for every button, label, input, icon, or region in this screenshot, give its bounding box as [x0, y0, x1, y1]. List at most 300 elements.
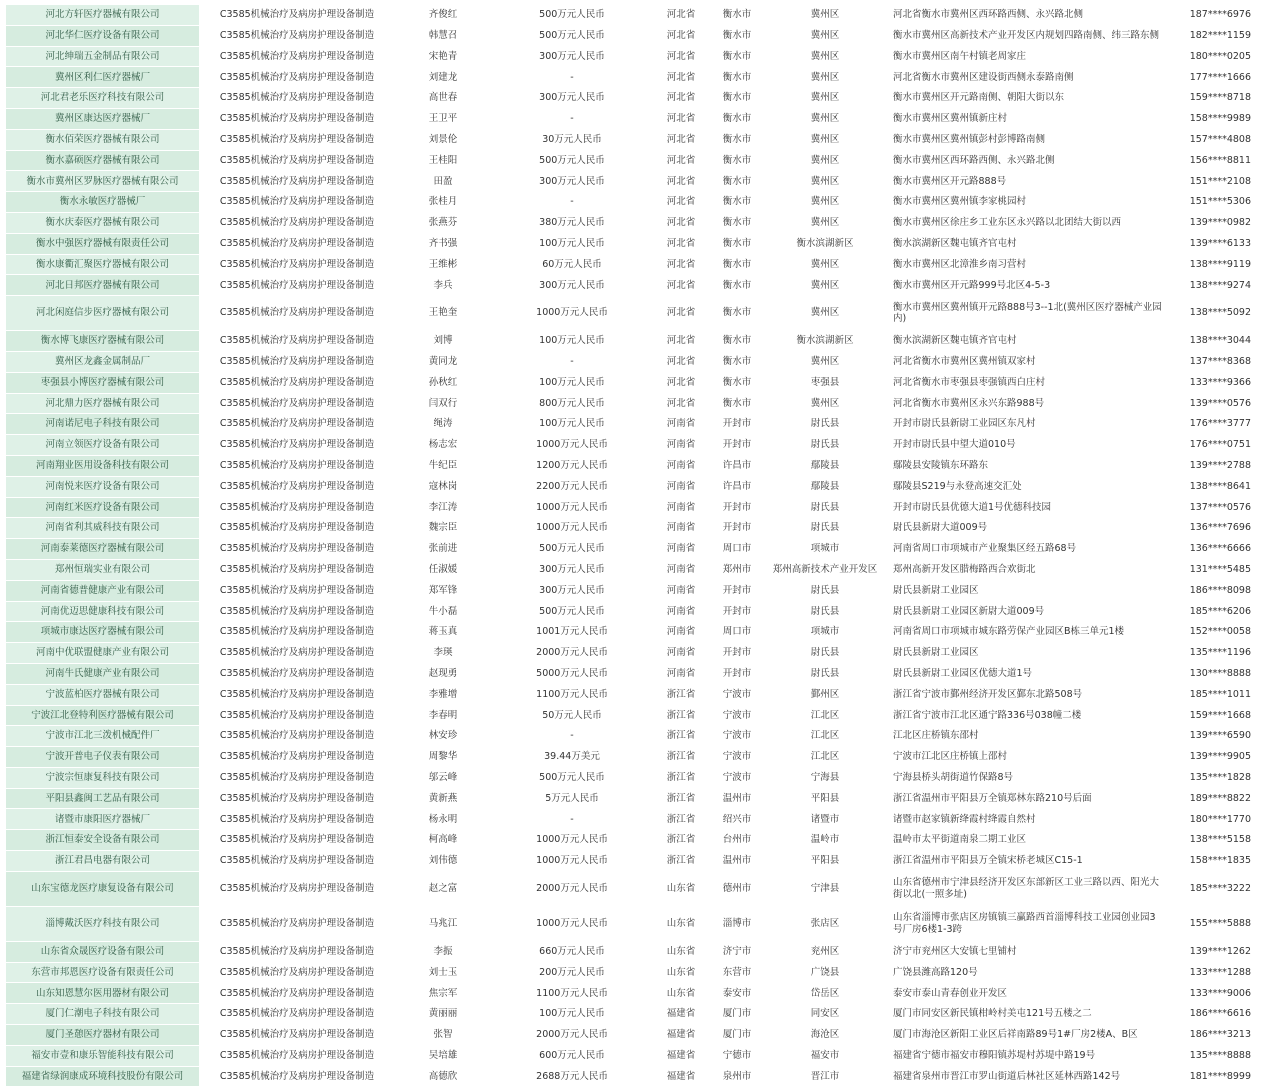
phone-cell: 187****6976 [1169, 5, 1265, 25]
industry-code-cell: C3585机械治疗及病房护理设备制造 [199, 414, 395, 435]
city-cell: 衡水市 [709, 372, 765, 393]
district-cell: 平阳县 [765, 851, 885, 872]
industry-code-cell: C3585机械治疗及病房护理设备制造 [199, 46, 395, 67]
registered-capital-cell: - [491, 108, 653, 129]
address-cell: 广饶县潍高路120号 [885, 962, 1169, 983]
phone-cell: 138****9119 [1169, 254, 1265, 275]
legal-rep-cell: 王桂阳 [395, 150, 491, 171]
city-cell: 许昌市 [709, 455, 765, 476]
industry-code-cell: C3585机械治疗及病房护理设备制造 [199, 747, 395, 768]
table-row [6, 1004, 1265, 1025]
province-cell: 河南省 [653, 643, 709, 664]
phone-cell: 185****3222 [1169, 871, 1265, 906]
table-row [6, 941, 1265, 962]
address-cell: 衡水市冀州区开元路南侧、朝阳大街以东 [885, 88, 1169, 109]
registered-capital-cell: 1001万元人民币 [491, 622, 653, 643]
industry-code-cell: C3585机械治疗及病房护理设备制造 [199, 788, 395, 809]
address-cell: 浙江省温州市平阳县万全镇郑林东路210号后面 [885, 788, 1169, 809]
legal-rep-cell: 王艳奎 [395, 296, 491, 331]
legal-rep-cell: 王卫平 [395, 108, 491, 129]
legal-rep-cell: 李振 [395, 941, 491, 962]
company-name-cell: 淄博戴沃医疗科技有限公司 [6, 906, 199, 941]
table-row [6, 25, 1265, 46]
table-row [6, 767, 1265, 788]
city-cell: 衡水市 [709, 25, 765, 46]
city-cell: 衡水市 [709, 275, 765, 296]
province-cell: 山东省 [653, 941, 709, 962]
registered-capital-cell: 1100万元人民币 [491, 983, 653, 1004]
city-cell: 宁波市 [709, 767, 765, 788]
table-row [6, 171, 1265, 192]
address-cell: 衡水市冀州区徐庄乡工业东区永兴路以北团结大街以西 [885, 212, 1169, 233]
legal-rep-cell: 李兵 [395, 275, 491, 296]
registered-capital-cell: 500万元人民币 [491, 25, 653, 46]
company-name-cell: 衡水庆泰医疗器械有限公司 [6, 212, 199, 233]
industry-code-cell: C3585机械治疗及病房护理设备制造 [199, 983, 395, 1004]
industry-code-cell: C3585机械治疗及病房护理设备制造 [199, 331, 395, 352]
city-cell: 衡水市 [709, 254, 765, 275]
district-cell: 张店区 [765, 906, 885, 941]
city-cell: 台州市 [709, 830, 765, 851]
province-cell: 山东省 [653, 962, 709, 983]
legal-rep-cell: 牛纪臣 [395, 455, 491, 476]
phone-cell: 176****0751 [1169, 435, 1265, 456]
registered-capital-cell: 100万元人民币 [491, 331, 653, 352]
province-cell: 河北省 [653, 46, 709, 67]
company-name-cell: 河北君老乐医疗科技有限公司 [6, 88, 199, 109]
city-cell: 开封市 [709, 601, 765, 622]
province-cell: 浙江省 [653, 851, 709, 872]
legal-rep-cell: 寇林岗 [395, 476, 491, 497]
province-cell: 河北省 [653, 393, 709, 414]
city-cell: 衡水市 [709, 233, 765, 254]
province-cell: 河南省 [653, 518, 709, 539]
city-cell: 宁波市 [709, 705, 765, 726]
company-name-cell: 山东宝德龙医疗康复设备有限公司 [6, 871, 199, 906]
registered-capital-cell: 60万元人民币 [491, 254, 653, 275]
company-name-cell: 山东知恩慧尔医用器材有限公司 [6, 983, 199, 1004]
address-cell: 衡水滨湖新区魏屯镇齐官屯村 [885, 331, 1169, 352]
industry-code-cell: C3585机械治疗及病房护理设备制造 [199, 580, 395, 601]
legal-rep-cell: 赵之富 [395, 871, 491, 906]
address-cell: 鄢陵县安陵镇东环路东 [885, 455, 1169, 476]
phone-cell: 151****5306 [1169, 192, 1265, 213]
registered-capital-cell: 5000万元人民币 [491, 663, 653, 684]
phone-cell: 139****9905 [1169, 747, 1265, 768]
city-cell: 衡水市 [709, 5, 765, 25]
address-cell: 衡水市冀州区开元路888号 [885, 171, 1169, 192]
industry-code-cell: C3585机械治疗及病房护理设备制造 [199, 67, 395, 88]
city-cell: 绍兴市 [709, 809, 765, 830]
table-row [6, 1045, 1265, 1066]
district-cell: 项城市 [765, 622, 885, 643]
legal-rep-cell: 王维彬 [395, 254, 491, 275]
address-cell: 泰安市泰山青春创业开发区 [885, 983, 1169, 1004]
registered-capital-cell: 300万元人民币 [491, 46, 653, 67]
address-cell: 济宁市兖州区大安镇七里铺村 [885, 941, 1169, 962]
company-name-cell: 冀州区龙鑫金属制品厂 [6, 351, 199, 372]
legal-rep-cell: 刘建龙 [395, 67, 491, 88]
city-cell: 周口市 [709, 622, 765, 643]
company-name-cell: 河南省利其威科技有限公司 [6, 518, 199, 539]
legal-rep-cell: 黄新燕 [395, 788, 491, 809]
industry-code-cell: C3585机械治疗及病房护理设备制造 [199, 108, 395, 129]
table-row [6, 67, 1265, 88]
district-cell: 尉氏县 [765, 435, 885, 456]
registered-capital-cell: 100万元人民币 [491, 233, 653, 254]
table-row [6, 372, 1265, 393]
city-cell: 开封市 [709, 497, 765, 518]
district-cell: 冀州区 [765, 171, 885, 192]
phone-cell: 176****3777 [1169, 414, 1265, 435]
address-cell: 衡水市冀州区冀州镇新庄村 [885, 108, 1169, 129]
registered-capital-cell: 2688万元人民币 [491, 1066, 653, 1087]
legal-rep-cell: 李雅增 [395, 684, 491, 705]
industry-code-cell: C3585机械治疗及病房护理设备制造 [199, 906, 395, 941]
city-cell: 开封市 [709, 435, 765, 456]
address-cell: 尉氏县新尉工业园区优德大道1号 [885, 663, 1169, 684]
legal-rep-cell: 魏宗臣 [395, 518, 491, 539]
phone-cell: 139****1262 [1169, 941, 1265, 962]
legal-rep-cell: 刘伟德 [395, 851, 491, 872]
company-name-cell: 河南悦来医疗设备有限公司 [6, 476, 199, 497]
phone-cell: 138****9274 [1169, 275, 1265, 296]
table-row [6, 192, 1265, 213]
phone-cell: 189****8822 [1169, 788, 1265, 809]
legal-rep-cell: 张前进 [395, 539, 491, 560]
table-row [6, 684, 1265, 705]
address-cell: 河北省衡水市冀州区西环路西侧、永兴路北侧 [885, 5, 1169, 25]
district-cell: 郑州高新技术产业开发区 [765, 559, 885, 580]
industry-code-cell: C3585机械治疗及病房护理设备制造 [199, 296, 395, 331]
legal-rep-cell: 绳涛 [395, 414, 491, 435]
registered-capital-cell: 100万元人民币 [491, 414, 653, 435]
district-cell: 广饶县 [765, 962, 885, 983]
phone-cell: 155****5888 [1169, 906, 1265, 941]
phone-cell: 185****1011 [1169, 684, 1265, 705]
registered-capital-cell: 500万元人民币 [491, 150, 653, 171]
phone-cell: 138****5158 [1169, 830, 1265, 851]
industry-code-cell: C3585机械治疗及病房护理设备制造 [199, 497, 395, 518]
district-cell: 诸暨市 [765, 809, 885, 830]
registered-capital-cell: 300万元人民币 [491, 88, 653, 109]
phone-cell: 137****0576 [1169, 497, 1265, 518]
table-row [6, 351, 1265, 372]
province-cell: 河南省 [653, 476, 709, 497]
city-cell: 温州市 [709, 788, 765, 809]
company-name-cell: 山东省众晟医疗设备有限公司 [6, 941, 199, 962]
industry-code-cell: C3585机械治疗及病房护理设备制造 [199, 871, 395, 906]
phone-cell: 138****5092 [1169, 296, 1265, 331]
table-row [6, 788, 1265, 809]
table-row [6, 851, 1265, 872]
phone-cell: 139****6133 [1169, 233, 1265, 254]
table-row [6, 150, 1265, 171]
phone-cell: 135****1196 [1169, 643, 1265, 664]
legal-rep-cell: 闫双行 [395, 393, 491, 414]
industry-code-cell: C3585机械治疗及病房护理设备制造 [199, 851, 395, 872]
district-cell: 尉氏县 [765, 601, 885, 622]
phone-cell: 177****1666 [1169, 67, 1265, 88]
province-cell: 河南省 [653, 663, 709, 684]
industry-code-cell: C3585机械治疗及病房护理设备制造 [199, 705, 395, 726]
company-table [6, 5, 1265, 1087]
district-cell: 尉氏县 [765, 414, 885, 435]
company-name-cell: 宁波宗恒康复科技有限公司 [6, 767, 199, 788]
district-cell: 兖州区 [765, 941, 885, 962]
address-cell: 尉氏县新尉工业园区新尉大道009号 [885, 601, 1169, 622]
city-cell: 淄博市 [709, 906, 765, 941]
legal-rep-cell: 张智 [395, 1025, 491, 1046]
registered-capital-cell: 1000万元人民币 [491, 497, 653, 518]
company-name-cell: 郑州恒瑞实业有限公司 [6, 559, 199, 580]
industry-code-cell: C3585机械治疗及病房护理设备制造 [199, 372, 395, 393]
company-name-cell: 浙江君昌电器有限公司 [6, 851, 199, 872]
company-name-cell: 宁波市江北三泼机械配件厂 [6, 726, 199, 747]
industry-code-cell: C3585机械治疗及病房护理设备制造 [199, 212, 395, 233]
legal-rep-cell: 杨永明 [395, 809, 491, 830]
district-cell: 冀州区 [765, 192, 885, 213]
district-cell: 冀州区 [765, 25, 885, 46]
company-name-cell: 厦门仁潮电子科技有限公司 [6, 1004, 199, 1025]
district-cell: 福安市 [765, 1045, 885, 1066]
registered-capital-cell: 2000万元人民币 [491, 1025, 653, 1046]
address-cell: 河南省周口市项城市产业聚集区经五路68号 [885, 539, 1169, 560]
district-cell: 冀州区 [765, 254, 885, 275]
table-row [6, 663, 1265, 684]
province-cell: 河南省 [653, 622, 709, 643]
address-cell: 衡水市冀州区冀州镇开元路888号3--1北(冀州区医疗器械产业园内) [885, 296, 1169, 331]
legal-rep-cell: 刘博 [395, 331, 491, 352]
district-cell: 冀州区 [765, 275, 885, 296]
registered-capital-cell: 1000万元人民币 [491, 906, 653, 941]
city-cell: 开封市 [709, 663, 765, 684]
legal-rep-cell: 黄同龙 [395, 351, 491, 372]
company-name-cell: 福建省绿润康成环境科技股份有限公司 [6, 1066, 199, 1087]
table-row [6, 643, 1265, 664]
table-row [6, 580, 1265, 601]
industry-code-cell: C3585机械治疗及病房护理设备制造 [199, 601, 395, 622]
industry-code-cell: C3585机械治疗及病房护理设备制造 [199, 809, 395, 830]
province-cell: 福建省 [653, 1004, 709, 1025]
province-cell: 山东省 [653, 983, 709, 1004]
address-cell: 衡水滨湖新区魏屯镇齐官屯村 [885, 233, 1169, 254]
industry-code-cell: C3585机械治疗及病房护理设备制造 [199, 726, 395, 747]
city-cell: 开封市 [709, 414, 765, 435]
district-cell: 冀州区 [765, 46, 885, 67]
address-cell: 尉氏县新尉工业园区 [885, 580, 1169, 601]
province-cell: 福建省 [653, 1066, 709, 1087]
table-row [6, 539, 1265, 560]
city-cell: 宁波市 [709, 747, 765, 768]
address-cell: 厦门市海沧区新阳工业区后祥南路89号1#厂房2楼A、B区 [885, 1025, 1169, 1046]
table-row [6, 1025, 1265, 1046]
table-row [6, 559, 1265, 580]
province-cell: 河南省 [653, 435, 709, 456]
registered-capital-cell: 200万元人民币 [491, 962, 653, 983]
registered-capital-cell: 300万元人民币 [491, 559, 653, 580]
phone-cell: 181****8999 [1169, 1066, 1265, 1087]
registered-capital-cell: 500万元人民币 [491, 601, 653, 622]
province-cell: 浙江省 [653, 726, 709, 747]
industry-code-cell: C3585机械治疗及病房护理设备制造 [199, 88, 395, 109]
table-row [6, 331, 1265, 352]
phone-cell: 182****1159 [1169, 25, 1265, 46]
phone-cell: 186****3213 [1169, 1025, 1265, 1046]
industry-code-cell: C3585机械治疗及病房护理设备制造 [199, 663, 395, 684]
registered-capital-cell: - [491, 67, 653, 88]
legal-rep-cell: 高德欣 [395, 1066, 491, 1087]
registered-capital-cell: 2200万元人民币 [491, 476, 653, 497]
table-row [6, 233, 1265, 254]
table-row [6, 747, 1265, 768]
company-name-cell: 河南泰莱德医疗器械有限公司 [6, 539, 199, 560]
legal-rep-cell: 韩慧召 [395, 25, 491, 46]
legal-rep-cell: 柯高峰 [395, 830, 491, 851]
city-cell: 东营市 [709, 962, 765, 983]
industry-code-cell: C3585机械治疗及病房护理设备制造 [199, 559, 395, 580]
registered-capital-cell: 660万元人民币 [491, 941, 653, 962]
district-cell: 衡水滨湖新区 [765, 233, 885, 254]
table-row [6, 212, 1265, 233]
address-cell: 诸暨市赵家镇新绛霞村绛霞自然村 [885, 809, 1169, 830]
registered-capital-cell: 800万元人民币 [491, 393, 653, 414]
address-cell: 福建省宁德市福安市穆阳镇苏堤村苏堤中路19号 [885, 1045, 1169, 1066]
address-cell: 温岭市太平街道南泉二期工业区 [885, 830, 1169, 851]
province-cell: 河北省 [653, 192, 709, 213]
legal-rep-cell: 刘景伦 [395, 129, 491, 150]
city-cell: 衡水市 [709, 129, 765, 150]
industry-code-cell: C3585机械治疗及病房护理设备制造 [199, 393, 395, 414]
district-cell: 冀州区 [765, 129, 885, 150]
registered-capital-cell: - [491, 809, 653, 830]
company-name-cell: 宁波江北登特利医疗器械有限公司 [6, 705, 199, 726]
district-cell: 江北区 [765, 747, 885, 768]
phone-cell: 133****1288 [1169, 962, 1265, 983]
province-cell: 山东省 [653, 871, 709, 906]
district-cell: 尉氏县 [765, 663, 885, 684]
registered-capital-cell: 1000万元人民币 [491, 851, 653, 872]
address-cell: 开封市尉氏县优德大道1号优德科技园 [885, 497, 1169, 518]
table-row [6, 705, 1265, 726]
city-cell: 衡水市 [709, 393, 765, 414]
legal-rep-cell: 李瑛 [395, 643, 491, 664]
city-cell: 衡水市 [709, 150, 765, 171]
address-cell: 山东省德州市宁津县经济开发区东部新区工业三路以西、阳光大街以北(一照多址) [885, 871, 1169, 906]
industry-code-cell: C3585机械治疗及病房护理设备制造 [199, 1025, 395, 1046]
legal-rep-cell: 宋艳青 [395, 46, 491, 67]
city-cell: 泰安市 [709, 983, 765, 1004]
address-cell: 宁海县桥头胡街道竹保路8号 [885, 767, 1169, 788]
phone-cell: 131****5485 [1169, 559, 1265, 580]
industry-code-cell: C3585机械治疗及病房护理设备制造 [199, 129, 395, 150]
company-name-cell: 河北绅瑞五金制品有限公司 [6, 46, 199, 67]
phone-cell: 130****8888 [1169, 663, 1265, 684]
city-cell: 温州市 [709, 851, 765, 872]
district-cell: 宁海县 [765, 767, 885, 788]
phone-cell: 136****7696 [1169, 518, 1265, 539]
industry-code-cell: C3585机械治疗及病房护理设备制造 [199, 233, 395, 254]
address-cell: 衡水市冀州区西环路西侧、永兴路北侧 [885, 150, 1169, 171]
district-cell: 冀州区 [765, 296, 885, 331]
province-cell: 河南省 [653, 497, 709, 518]
company-name-cell: 衡水嘉硕医疗器械有限公司 [6, 150, 199, 171]
company-name-cell: 河南牛氏健康产业有限公司 [6, 663, 199, 684]
address-cell: 尉氏县新尉工业园区 [885, 643, 1169, 664]
registered-capital-cell: 1000万元人民币 [491, 518, 653, 539]
phone-cell: 138****8641 [1169, 476, 1265, 497]
city-cell: 厦门市 [709, 1025, 765, 1046]
table-row [6, 809, 1265, 830]
registered-capital-cell: 2000万元人民币 [491, 871, 653, 906]
address-cell: 衡水市冀州区开元路999号北区4-5-3 [885, 275, 1169, 296]
industry-code-cell: C3585机械治疗及病房护理设备制造 [199, 622, 395, 643]
address-cell: 福建省泉州市晋江市罗山街道后林社区延林西路142号 [885, 1066, 1169, 1087]
city-cell: 郑州市 [709, 559, 765, 580]
province-cell: 浙江省 [653, 705, 709, 726]
address-cell: 开封市尉氏县新尉工业园区东凡村 [885, 414, 1169, 435]
address-cell: 浙江省温州市平阳县万全镇宋桥老城区C15-1 [885, 851, 1169, 872]
province-cell: 河北省 [653, 88, 709, 109]
province-cell: 浙江省 [653, 767, 709, 788]
table-row [6, 296, 1265, 331]
phone-cell: 139****0982 [1169, 212, 1265, 233]
industry-code-cell: C3585机械治疗及病房护理设备制造 [199, 1004, 395, 1025]
registered-capital-cell: - [491, 726, 653, 747]
phone-cell: 156****8811 [1169, 150, 1265, 171]
company-name-cell: 河北鼎力医疗器械有限公司 [6, 393, 199, 414]
table-row [6, 414, 1265, 435]
phone-cell: 135****1828 [1169, 767, 1265, 788]
city-cell: 衡水市 [709, 108, 765, 129]
industry-code-cell: C3585机械治疗及病房护理设备制造 [199, 941, 395, 962]
company-name-cell: 项城市康达医疗器械有限公司 [6, 622, 199, 643]
district-cell: 尉氏县 [765, 580, 885, 601]
city-cell: 宁波市 [709, 726, 765, 747]
company-name-cell: 河北闲庭信步医疗器械有限公司 [6, 296, 199, 331]
table-row [6, 726, 1265, 747]
city-cell: 衡水市 [709, 331, 765, 352]
industry-code-cell: C3585机械治疗及病房护理设备制造 [199, 455, 395, 476]
address-cell: 厦门市同安区新民镇柑岭村美屯121号五楼之二 [885, 1004, 1169, 1025]
phone-cell: 138****3044 [1169, 331, 1265, 352]
table-row [6, 254, 1265, 275]
company-name-cell: 河北华仁医疗设备有限公司 [6, 25, 199, 46]
phone-cell: 159****1668 [1169, 705, 1265, 726]
registered-capital-cell: 500万元人民币 [491, 767, 653, 788]
industry-code-cell: C3585机械治疗及病房护理设备制造 [199, 684, 395, 705]
registered-capital-cell: 500万元人民币 [491, 5, 653, 25]
legal-rep-cell: 刘士玉 [395, 962, 491, 983]
district-cell: 尉氏县 [765, 643, 885, 664]
industry-code-cell: C3585机械治疗及病房护理设备制造 [199, 539, 395, 560]
table-row [6, 983, 1265, 1004]
registered-capital-cell: 1100万元人民币 [491, 684, 653, 705]
registered-capital-cell: 5万元人民币 [491, 788, 653, 809]
phone-cell: 137****8368 [1169, 351, 1265, 372]
province-cell: 河北省 [653, 212, 709, 233]
address-cell: 衡水市冀州区冀州镇彭村彭博路南侧 [885, 129, 1169, 150]
phone-cell: 135****8888 [1169, 1045, 1265, 1066]
industry-code-cell: C3585机械治疗及病房护理设备制造 [199, 962, 395, 983]
district-cell: 冀州区 [765, 5, 885, 25]
address-cell: 尉氏县新尉大道009号 [885, 518, 1169, 539]
company-name-cell: 厦门圣憩医疗器材有限公司 [6, 1025, 199, 1046]
province-cell: 河北省 [653, 25, 709, 46]
table-row [6, 455, 1265, 476]
city-cell: 衡水市 [709, 171, 765, 192]
address-cell: 衡水市冀州区北漳淮乡南习营村 [885, 254, 1169, 275]
